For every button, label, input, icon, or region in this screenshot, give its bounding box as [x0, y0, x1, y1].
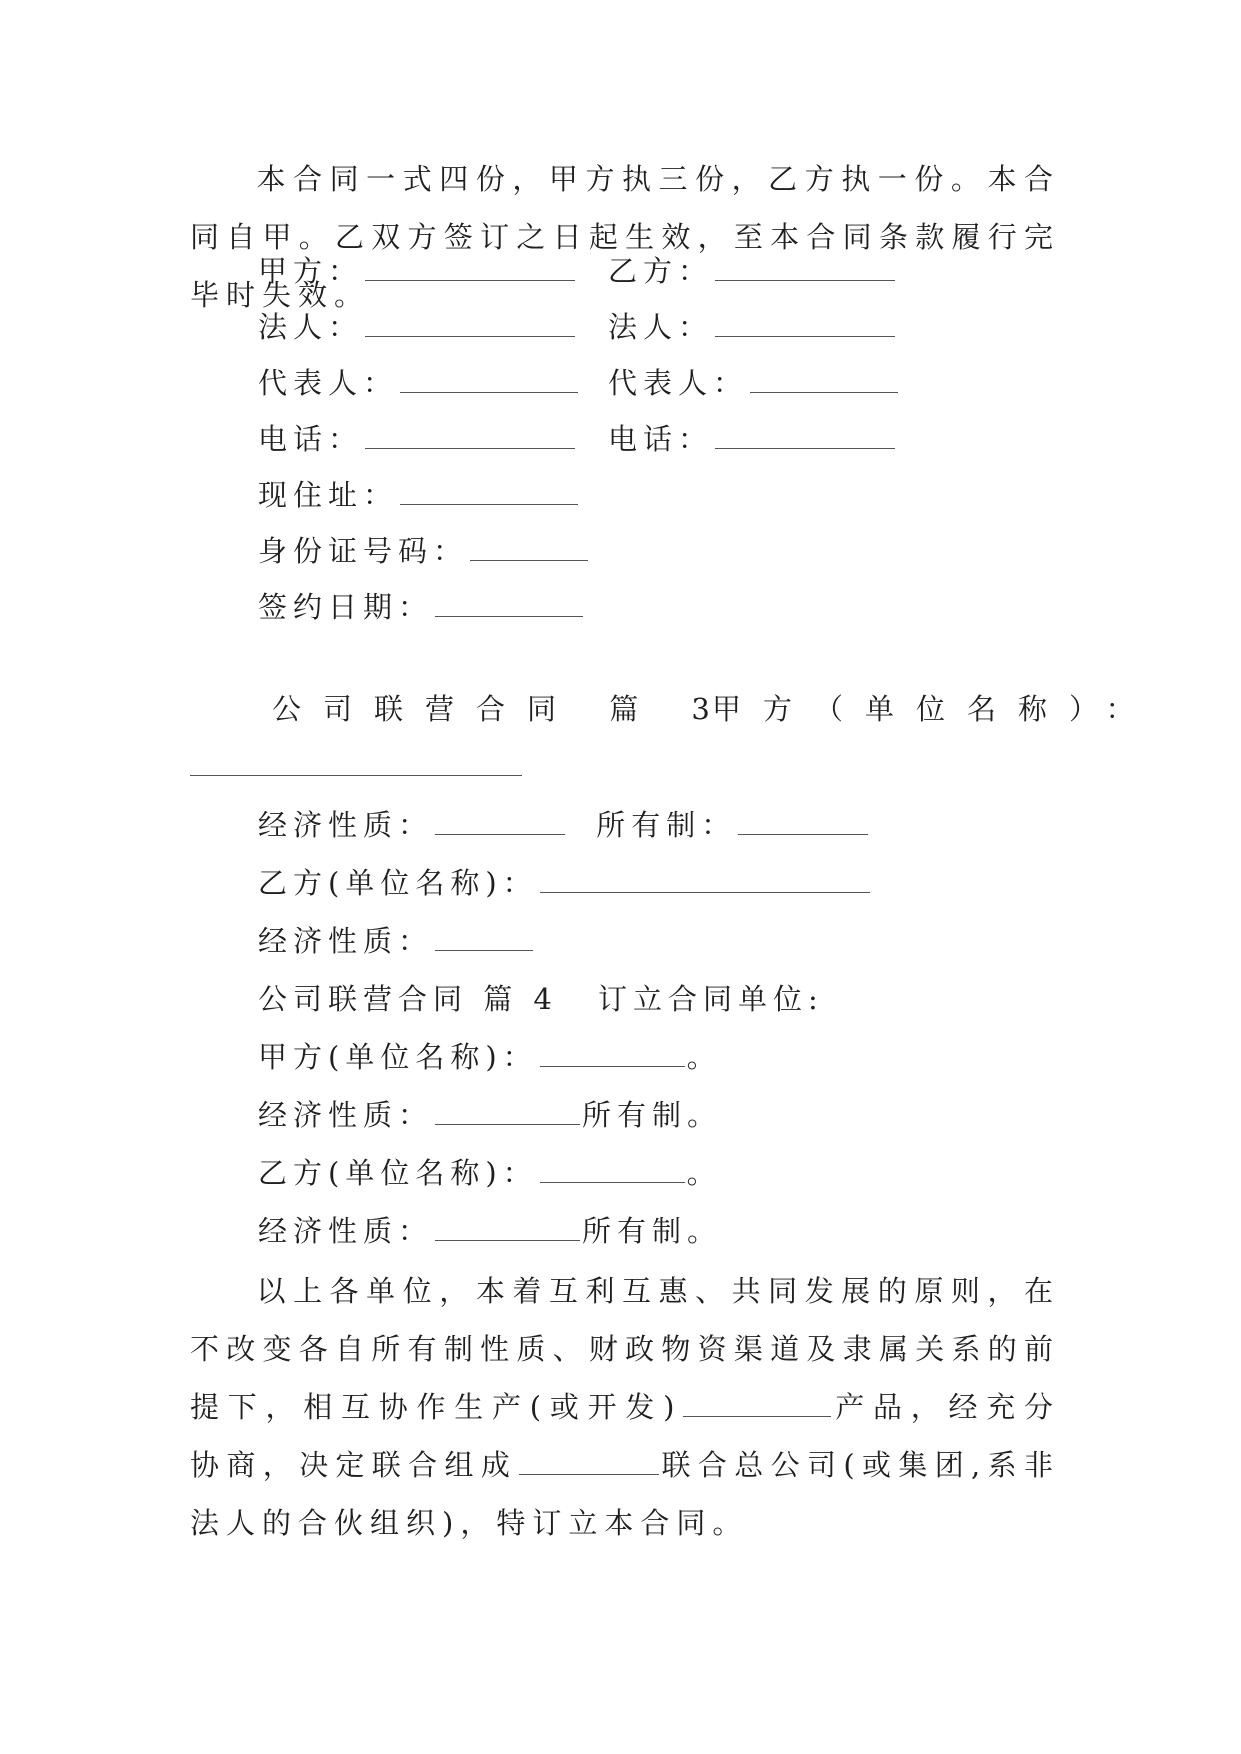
- cooperation-paragraph: 以上各单位，本着互利互惠、共同发展的原则，在不改变各自所有制性质、财政物资渠道及隶属关系的前提下，相互协作生产(或开发) 产品，经充分协商，决定联合组成 联合总公司(或集团,系非法人的合伙组织)，特订立本合同。: [190, 1274, 1060, 1540]
- section3-party-b-blank: [540, 866, 870, 893]
- section3-heading: 公司联营合同 篇 3: [272, 692, 732, 726]
- section3-econ-blank: [435, 808, 565, 835]
- phone-a-blank: [365, 422, 575, 449]
- phone-a-line: 电话：: [258, 422, 577, 456]
- legal-b-line: 法人：: [608, 310, 897, 344]
- sign-date-blank: [435, 590, 583, 617]
- rep-a-line: 代表人：: [258, 366, 580, 400]
- section4-econ-b-line: 经济性质： 所有制。: [258, 1214, 723, 1248]
- section4-sub-heading: 订立合同单位:: [598, 982, 824, 1016]
- rep-b-line: 代表人：: [608, 366, 900, 400]
- section4-party-a-blank: [540, 1040, 685, 1067]
- rep-b-blank: [750, 366, 898, 393]
- section4-heading: 公司联营合同 篇 4: [258, 982, 558, 1016]
- section3-econ2-line: 经济性质：: [258, 924, 535, 958]
- section4-econ-a-blank: [435, 1098, 580, 1125]
- id-number-line: 身份证号码：: [258, 534, 590, 568]
- section4-econ-b-blank: [435, 1214, 580, 1241]
- validity-text: 本合同一式四份，甲方执三份，乙方执一份。本合同自甲。乙双方签订之日起生效，至本合同条款履行完毕时失效。: [190, 162, 1060, 312]
- party-a-line: 甲方：: [258, 254, 577, 288]
- party-b-blank: [715, 254, 895, 281]
- rep-a-blank: [400, 366, 578, 393]
- section3-party-b-line: 乙方(单位名称)：: [258, 866, 872, 900]
- address-line: 现住址：: [258, 478, 580, 512]
- section3-econ-line: 经济性质： 所有制：: [258, 808, 870, 842]
- party-a-blank: [365, 254, 575, 281]
- section4-party-b-line: 乙方(单位名称)： 。: [258, 1156, 722, 1190]
- section3-ownership-blank: [738, 808, 868, 835]
- section3-econ2-blank: [435, 924, 533, 951]
- validity-paragraph: [190, 150, 1060, 324]
- id-number-blank: [470, 534, 588, 561]
- section4-party-b-blank: [540, 1156, 685, 1183]
- legal-a-blank: [365, 310, 575, 337]
- company-name-blank: [519, 1448, 659, 1475]
- phone-b-line: 电话：: [608, 422, 897, 456]
- product-blank: [683, 1390, 831, 1417]
- address-blank: [400, 478, 578, 505]
- section3-party-a-blank: [190, 775, 522, 776]
- party-b-line: 乙方：: [608, 254, 897, 288]
- section4-party-a-line: 甲方(单位名称)： 。: [258, 1040, 722, 1074]
- section4-econ-a-line: 经济性质： 所有制。: [258, 1098, 723, 1132]
- legal-b-blank: [715, 310, 895, 337]
- legal-a-line: 法人：: [258, 310, 577, 344]
- section3-party-a-label: 甲方（单位名称）：: [712, 692, 1157, 726]
- sign-date-line: 签约日期：: [258, 590, 585, 624]
- phone-b-blank: [715, 422, 895, 449]
